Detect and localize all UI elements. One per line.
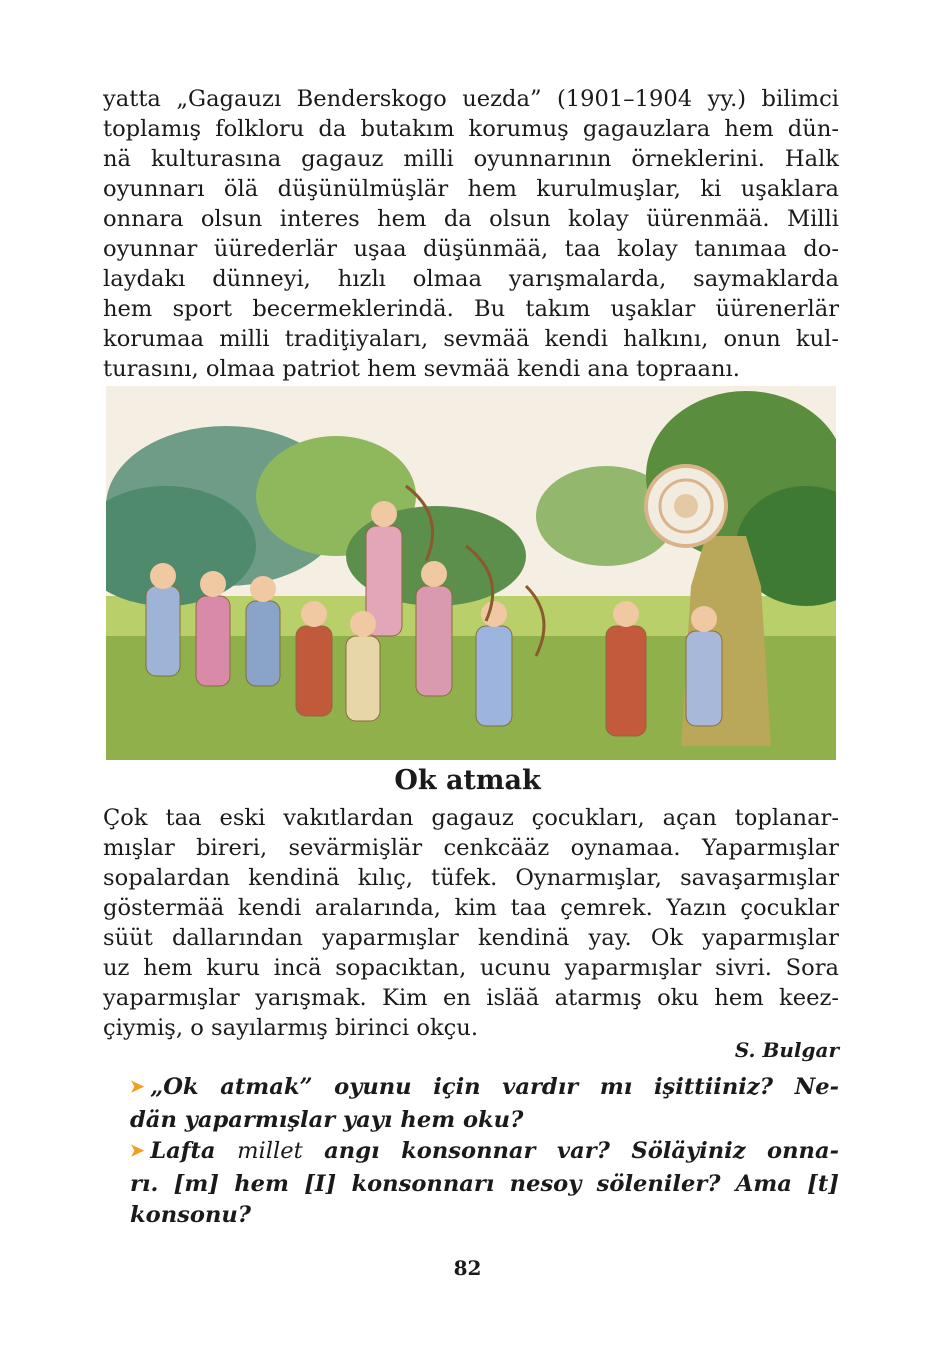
question-italic-word: millet <box>237 1138 303 1164</box>
text-line: sopalardan kendinä kılıç, tüfek. Oynarmışlar, savaşarmışlar <box>103 865 839 891</box>
text-line: yatta „Gagauzı Benderskogo uezda” (1901–1904 yy.) bilimci <box>103 86 839 112</box>
story-title: Ok atmak <box>394 765 541 796</box>
text-line: mışlar bireri, sevärmişlär cenkcääz oynamaa. Yaparmışlar <box>103 835 839 861</box>
archery-illustration <box>106 386 836 760</box>
text-line: uz hem kuru incä sopacıktan, ucunu yaparmışlar sivri. Sora <box>103 955 839 981</box>
question-line: konsonu? <box>130 1202 252 1228</box>
text-line: hem sport becermeklerindä. Bu takım uşaklar üürenerlär <box>103 296 839 322</box>
question-line: „Ok atmak” oyunu için vardır mı işittiiniz? Ne- <box>150 1074 839 1100</box>
text-line: nä kulturasına gagauz milli oyunnarının örneklerini. Halk <box>103 146 839 172</box>
text-line: Çok taa eski vakıtlardan gagauz çocukları, açan toplanar- <box>103 805 839 831</box>
text-line: toplamış folkloru da butakım korumuş gagauzlara hem dün- <box>103 116 839 142</box>
question-line: dän yaparmışlar yayı hem oku? <box>130 1107 524 1133</box>
text-line: süüt dallarından yaparmışlar kendinä yay. Ok yaparmışlar <box>103 925 839 951</box>
text-line: korumaa milli tradiţiyaları, sevmää kendi halkını, onun kul- <box>103 326 839 352</box>
orange-arrow-bullet-icon: ➤ <box>130 1141 145 1161</box>
question-line: angı konsonnar var? Söläyiniz onna- <box>324 1138 839 1164</box>
text-line: oyunnar üürederlär uşaa düşünmää, taa kolay tanımaa do- <box>103 236 839 262</box>
author-credit: S. Bulgar <box>734 1038 839 1062</box>
text-line: laydakı dünneyi, hızlı olmaa yarışmalarda, saymaklarda <box>103 266 839 292</box>
question-line: rı. [m] hem [I] konsonnarı nesoy söleniler? Ama [t] <box>130 1171 839 1197</box>
orange-arrow-bullet-icon: ➤ <box>130 1077 145 1097</box>
page-number: 82 <box>453 1256 482 1280</box>
question-2 <box>130 1136 839 1231</box>
text-line: çiymiş, o sayılarmış birinci okçu. <box>103 1015 479 1041</box>
text-line: oyunnarı ölä düşünülmüşlär hem kurulmuşlar, ki uşaklara <box>103 176 839 202</box>
text-line: onnara olsun interes hem da olsun kolay üürenmää. Milli <box>103 206 839 232</box>
illustration-svg <box>106 386 836 760</box>
text-line: yaparmışlar yarışmak. Kim en isläă atarmış oku hem keez- <box>103 985 839 1011</box>
question-1 <box>130 1072 839 1136</box>
intro-paragraph <box>103 84 839 384</box>
story-paragraph <box>103 803 839 1043</box>
text-line: turasını, olmaa patriot hem sevmää kendi ana topraanı. <box>103 356 740 382</box>
text-line: göstermää kendi aralarında, kim taa çemrek. Yazın çocuklar <box>103 895 839 921</box>
question-bold-word: Lafta <box>150 1138 216 1164</box>
